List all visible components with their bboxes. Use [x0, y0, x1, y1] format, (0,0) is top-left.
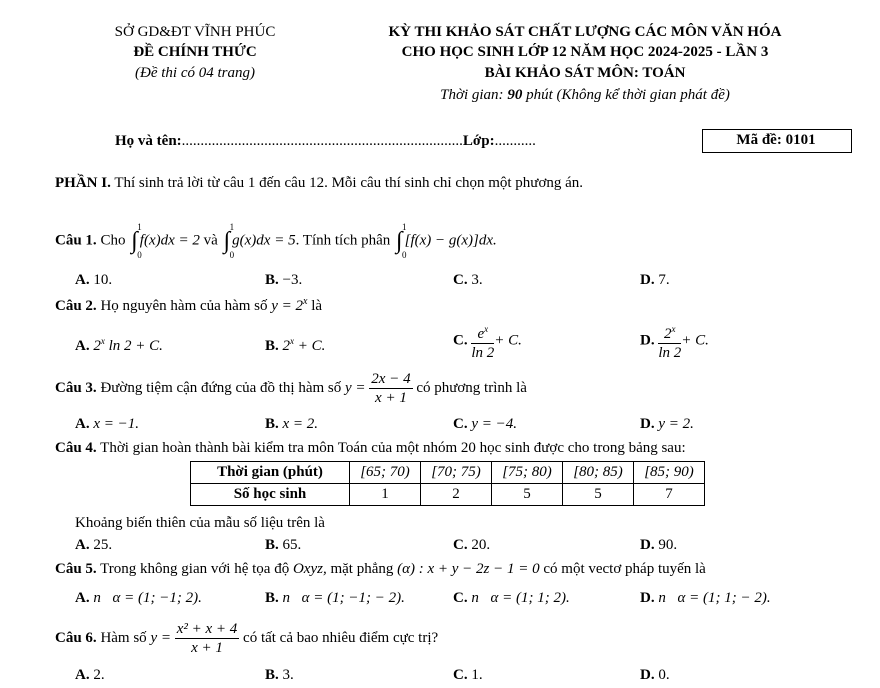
q4-prompt: Khoảng biến thiên của mẫu số liệu trên là	[75, 515, 325, 531]
table-cell: 7	[634, 484, 705, 506]
table-row	[191, 462, 705, 484]
data-table	[190, 461, 705, 506]
q6-option-c[interactable]: C. 1.	[453, 667, 483, 683]
question-6: Câu 6. Hàm số y = $\frac{\text{x² + x + 4}}{x + 1}$ có tất cả bao nhiêu điểm cực trị?	[55, 621, 439, 656]
question-2: Câu 2. Họ nguyên hàm của hàm số $y = 2^x$ là	[55, 296, 323, 314]
q6-option-a[interactable]: A. 2.	[75, 667, 105, 683]
q5-option-a[interactable]: A. n⃗α = (1; −1; 2).	[75, 590, 202, 606]
table-cell: [75; 80)	[492, 462, 563, 484]
q3-option-b[interactable]: B. x = 2.	[265, 416, 319, 432]
q5-option-d[interactable]: D. n⃗α = (1; 1; − 2).	[640, 590, 771, 606]
q4-option-a[interactable]: A. 25.	[75, 537, 113, 553]
exam-subtitle: CHO HỌC SINH LỚP 12 NĂM HỌC 2024-2025 - LẦN 3	[401, 44, 769, 60]
q6-option-b[interactable]: B. 3.	[265, 667, 294, 683]
subject-title: BÀI KHẢO SÁT MÔN: TOÁN	[484, 65, 686, 81]
q5-option-b[interactable]: B. n⃗α = (1; −1; − 2).	[265, 590, 405, 606]
official-label: ĐỀ CHÍNH THỨC	[133, 44, 257, 60]
student-name-line: Họ và tên:...........................................................................Lớp:...........	[115, 133, 536, 149]
q2-option-d[interactable]: D. $\frac{2^x}{\ln 2}$ + C.	[640, 320, 709, 362]
dept-name: SỞ GD&ĐT VĨNH PHÚC	[114, 24, 276, 40]
q1-option-d[interactable]: D. 7.	[640, 272, 670, 288]
page-count: (Đề thi có 04 trang)	[135, 65, 255, 81]
part1-instruction: PHẦN I. Thí sinh trả lời từ câu 1 đến câu 12. Mỗi câu thí sinh chỉ chọn một phương án.	[55, 175, 584, 191]
table-row	[191, 484, 705, 506]
table-cell: 5	[563, 484, 634, 506]
q3-option-d[interactable]: D. y = 2.	[640, 416, 694, 432]
q1-option-b[interactable]: B. −3.	[265, 272, 303, 288]
question-1: Câu 1. Cho ∫ 1 0 f(x)dx = 2 và ∫ 1 0 g(x)dx = 5. Tính tích phân ∫ 1 0 [f(x) − g(x)]dx.	[55, 222, 497, 260]
q1-option-c[interactable]: C. 3.	[453, 272, 483, 288]
q5-option-c[interactable]: C. n⃗α = (1; 1; 2).	[453, 590, 570, 606]
q1-option-a[interactable]: A. 10.	[75, 272, 113, 288]
q2-option-b[interactable]: B. $2^x + C$.	[265, 336, 326, 354]
table-cell: Số học sinh	[191, 484, 350, 506]
question-5: Câu 5. Trong không gian với hệ tọa độ Oxyz, mặt phẳng (α) : x + y − 2z − 1 = 0 có một vectơ pháp tuyến là	[55, 561, 706, 577]
q4-option-d[interactable]: D. 90.	[640, 537, 678, 553]
q4-option-b[interactable]: B. 65.	[265, 537, 302, 553]
q2-option-a[interactable]: A. 2$^x$ ln 2 + C.	[75, 336, 163, 354]
time-limit: Thời gian: 90 phút (Không kể thời gian phát đề)	[440, 87, 730, 103]
exam-code: Mã đề: 0101	[736, 132, 816, 148]
q6-option-d[interactable]: D. 0.	[640, 667, 670, 683]
table-cell: [70; 75)	[421, 462, 492, 484]
q3-option-c[interactable]: C. y = −4.	[453, 416, 517, 432]
table-cell: Thời gian (phút)	[191, 462, 350, 484]
table-cell: 5	[492, 484, 563, 506]
table-cell: [80; 85)	[563, 462, 634, 484]
question-3: Câu 3. Đường tiệm cận đứng của đồ thị hàm số y = $\frac{2x - 4}{x + 1}$ có phương trình là	[55, 371, 527, 406]
q2-option-c[interactable]: C. $\frac{e^x}{\ln 2}$ + C.	[453, 320, 522, 362]
table-cell: [65; 70)	[350, 462, 421, 484]
question-4: Câu 4. Thời gian hoàn thành bài kiểm tra môn Toán của một nhóm 20 học sinh được cho trong bảng sau:	[55, 440, 686, 456]
q4-option-c[interactable]: C. 20.	[453, 537, 491, 553]
table-cell: [85; 90)	[634, 462, 705, 484]
table-cell: 1	[350, 484, 421, 506]
table-cell: 2	[421, 484, 492, 506]
q3-option-a[interactable]: A. x = −1.	[75, 416, 139, 432]
exam-title: KỲ THI KHẢO SÁT CHẤT LƯỢNG CÁC MÔN VĂN HÓA	[388, 24, 782, 40]
